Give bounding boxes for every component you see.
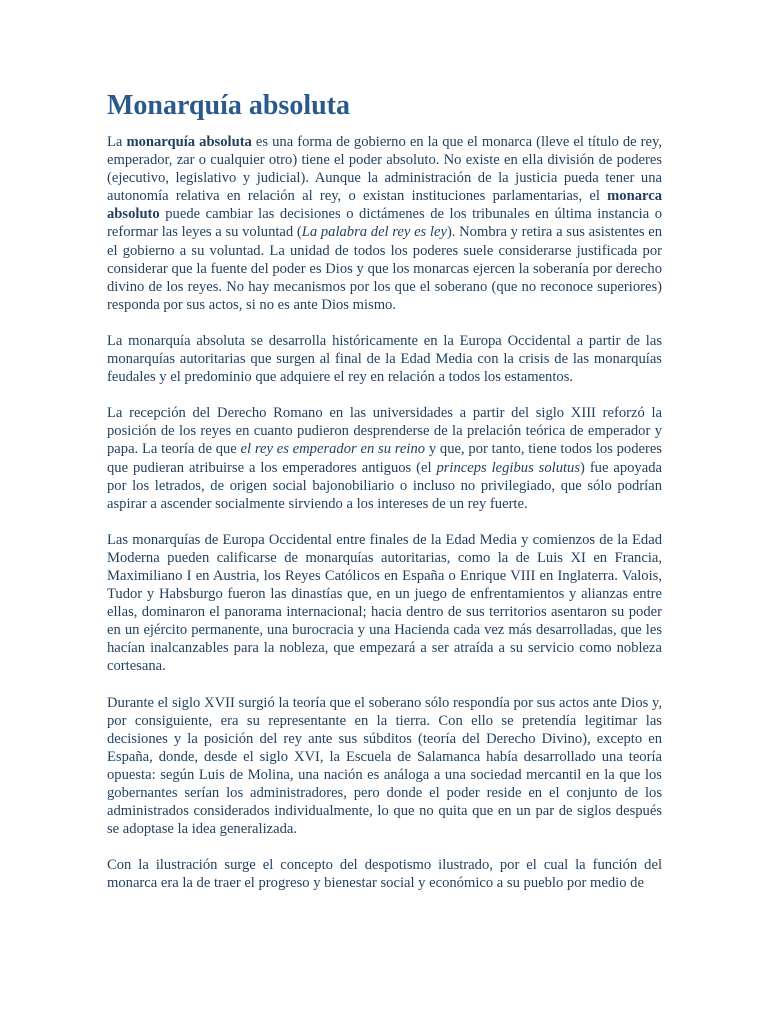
p1-text-4: ). Nombra y retira a sus asistentes en el gobierno a su voluntad. La unidad de todos los poderes suele considerarse justificada por considerar que la fuente del poder es Dios y que los monarcas ejercen la soberanía por derecho divino de los reyes. No hay mecanismos por los que el soberano (que no reconoce superiores) responda por sus actos, si no es ante Dios mismo. bbox=[107, 224, 663, 313]
p3-italic-princeps: princeps legibus solutus bbox=[436, 459, 581, 476]
paragraph-5: Durante el siglo XVII surgió la teoría que el soberano sólo respondía por sus actos ante Dios y, por consiguiente, era su representante en la tierra. Con ello se pretendía legitimar las decisiones y la posición del rey ante sus súbditos (teoría del Derecho Divino), excepto en España, donde, desde el siglo XVI, la Escuela de Salamanca había desarrollado una teoría opuesta: según Luis de Molina, una nación es análoga a una sociedad mercantil en la que los gobernantes serían los administradores, pero donde el poder reside en el conjunto de los administrados considerados individualmente, lo que no quita que en un par de siglos después se adoptase la idea generalizada. bbox=[107, 694, 662, 838]
paragraph-1 bbox=[107, 133, 662, 314]
p1-text-3: puede cambiar las decisiones o dictámenes de los tribunales en última instancia o reformar las leyes a su voluntad ( bbox=[107, 206, 662, 241]
p3-text-1: La recepción del Derecho Romano en las universidades a partir del siglo XIII reforzó la posición de los reyes en cuanto pudieron desprenderse de la prelación teórica de emperador y papa. La teoría de que bbox=[107, 405, 662, 458]
p3-italic-emperador: el rey es emperador en su reino bbox=[240, 441, 426, 458]
paragraph-3 bbox=[107, 404, 662, 513]
p1-bold-monarca-absoluto: monarca absoluto bbox=[107, 188, 662, 223]
page-title: Monarquía absoluta bbox=[107, 90, 350, 121]
document-page bbox=[107, 88, 662, 910]
p1-text-1: La bbox=[107, 134, 127, 150]
paragraph-2: La monarquía absoluta se desarrolla históricamente en la Europa Occidental a partir de las monarquías autoritarias que surgen al final de la Edad Media con la crisis de las monarquías feudales y el predominio que adquiere el rey en relación a todos los estamentos. bbox=[107, 332, 662, 386]
p1-bold-monarquia-absoluta: monarquía absoluta bbox=[126, 134, 252, 150]
paragraph-6: Con la ilustración surge el concepto del despotismo ilustrado, por el cual la función del monarca era la de traer el progreso y bienestar social y económico a su pueblo por medio de bbox=[107, 857, 662, 892]
paragraph-4: Las monarquías de Europa Occidental entre finales de la Edad Media y comienzos de la Edad Moderna pueden calificarse de monarquías autoritarias, como la de Luis XI en Francia, Maximiliano I en Austria, los Reyes Católicos en España o Enrique VIII en Inglaterra. Valois, Tudor y Habsburgo fueron las dinastías que, en un juego de enfrentamientos y alianzas entre ellas, dominaron el panorama internacional; hacia dentro de sus territorios asentaron su poder en un ejército permanente, una burocracia y una Hacienda cada vez más desarrolladas, que les hacían inalcanzables para la nobleza, que empezará a ser atraída a su servicio como nobleza cortesana. bbox=[107, 531, 662, 675]
p3-text-2: y que, por tanto, tiene todos los poderes que pudieran atribuirse a los emperadores antiguos (el bbox=[107, 441, 662, 476]
p1-italic-quote: La palabra del rey es ley bbox=[301, 224, 447, 241]
p1-text-2: es una forma de gobierno en la que el monarca (lleve el título de rey, emperador, zar o cualquier otro) tiene el poder absoluto. No existe en ella división de poderes (ejecutivo, legislativo y judicial). Aunque la administración de la justicia pueda tener una autonomía relativa en relación al rey, o existan instituciones parlamentarias, el bbox=[107, 134, 662, 205]
p3-text-3: ) fue apoyada por los letrados, de origen social bajonobiliario o incluso no privilegiado, que sólo podrían aspirar a ascender socialmente sirviendo a los intereses de un rey fuerte. bbox=[107, 459, 662, 512]
